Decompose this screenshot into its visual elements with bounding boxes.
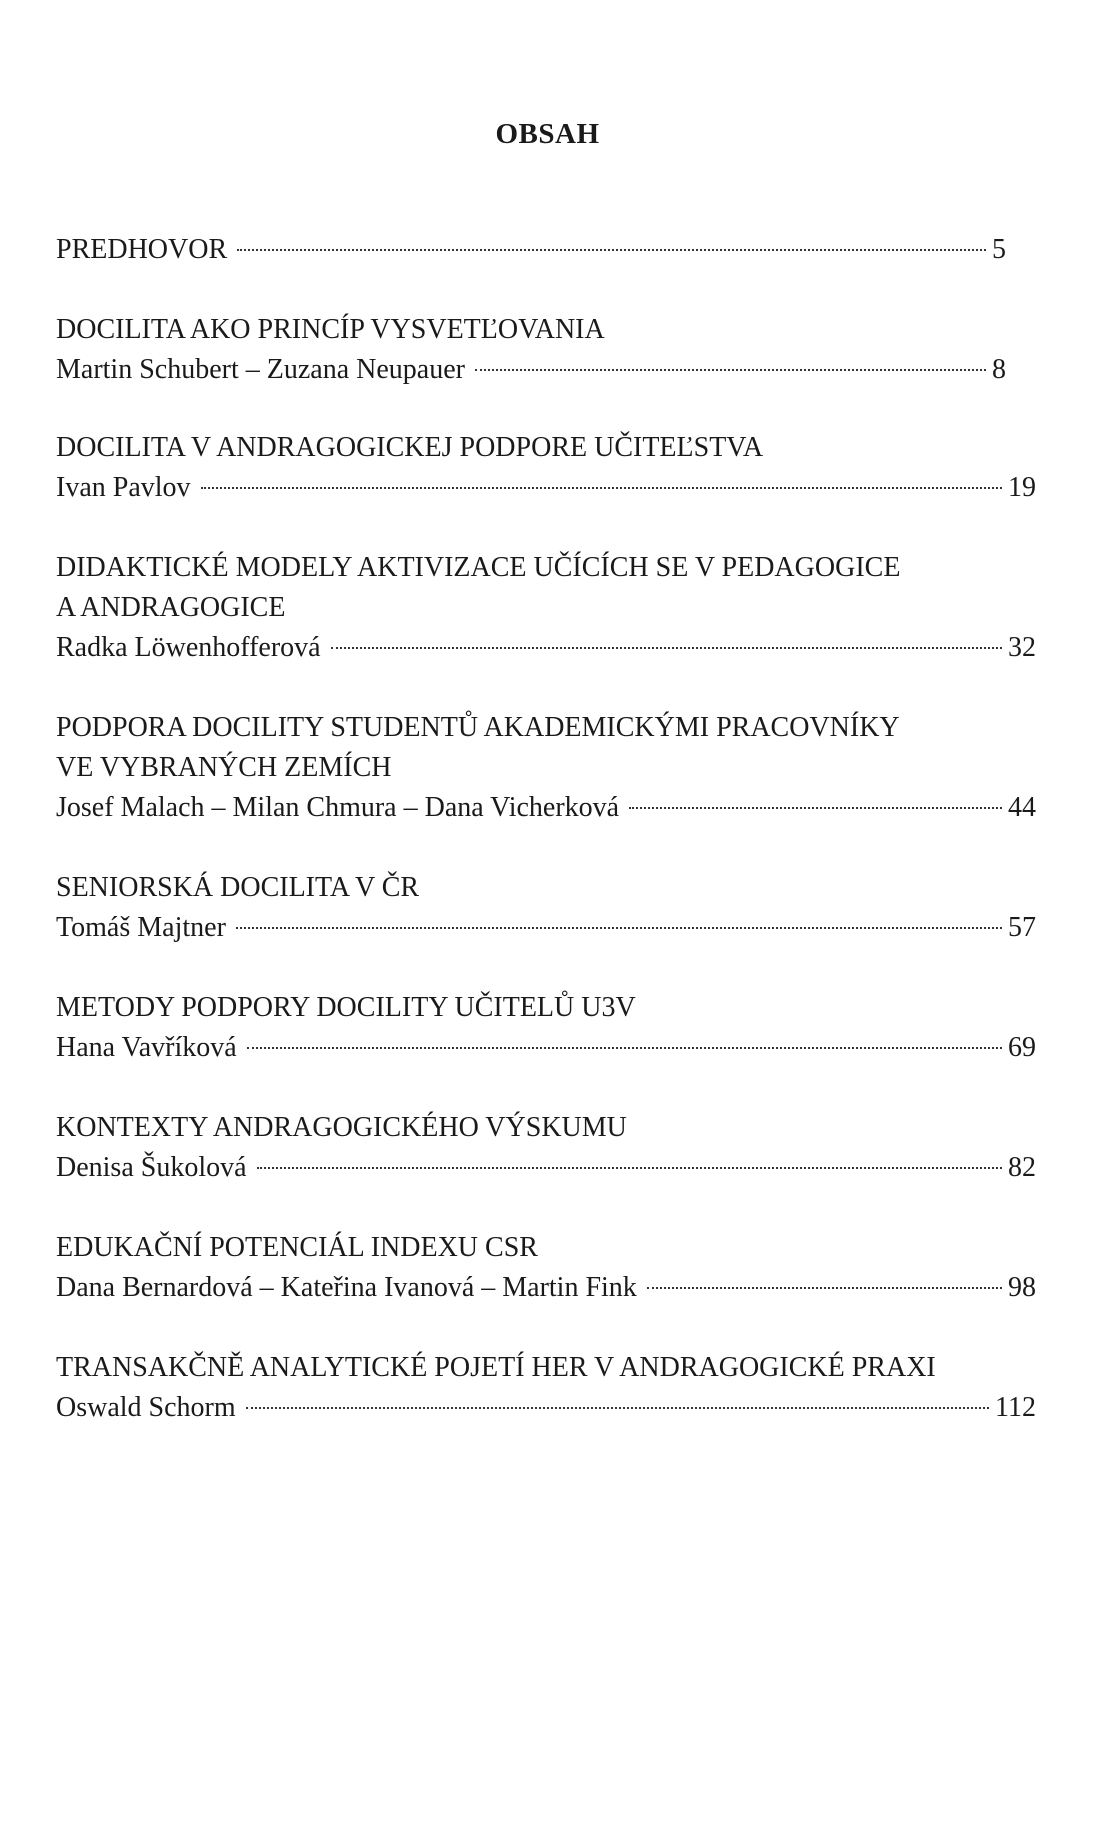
- toc-entry: [56, 868, 1036, 948]
- toc-author: Denisa Šukolová: [56, 1152, 247, 1183]
- toc-leader-line: [56, 1028, 1036, 1068]
- toc-page-number: 69: [1008, 1032, 1036, 1063]
- toc-page-number: 5: [992, 234, 1006, 265]
- toc-leader-line: [56, 628, 1036, 668]
- dot-leader: [257, 1167, 1002, 1169]
- toc-author: Tomáš Majtner: [56, 912, 226, 943]
- toc-leader-line: [56, 1388, 1036, 1428]
- dot-leader: [247, 1047, 1002, 1049]
- toc-chapter-title: TRANSAKČNĚ ANALYTICKÉ POJETÍ HER V ANDRAGOGICKÉ PRAXI: [56, 1352, 936, 1383]
- dot-leader: [237, 249, 986, 251]
- toc-page-number: 112: [995, 1392, 1036, 1423]
- toc-author: Oswald Schorm: [56, 1392, 236, 1423]
- dot-leader: [475, 369, 986, 371]
- toc-page-number: 32: [1008, 632, 1036, 663]
- toc-page-number: 98: [1008, 1272, 1036, 1303]
- toc-chapter-title-continued: A ANDRAGOGICE: [56, 592, 286, 623]
- toc-label: PREDHOVOR: [56, 234, 228, 265]
- toc-author: Josef Malach – Milan Chmura – Dana Vicherková: [56, 792, 620, 823]
- toc-entry: [56, 1348, 1036, 1428]
- dot-leader: [236, 927, 1002, 929]
- toc-author: Radka Löwenhofferová: [56, 632, 321, 663]
- dot-leader: [629, 807, 1002, 809]
- toc-page-number: 8: [992, 354, 1006, 385]
- toc-entry: [56, 988, 1036, 1068]
- toc-chapter-title: SENIORSKÁ DOCILITA V ČR: [56, 872, 420, 903]
- toc-chapter-title: PODPORA DOCILITY STUDENTŮ AKADEMICKÝMI PRACOVNÍKY: [56, 712, 900, 743]
- toc-entry: [56, 1228, 1036, 1308]
- toc-author: Martin Schubert – Zuzana Neupauer: [56, 354, 465, 385]
- toc-author: Hana Vavříková: [56, 1032, 237, 1063]
- toc-chapter-title: DOCILITA AKO PRINCÍP VYSVETĽOVANIA: [56, 314, 605, 345]
- toc-entry: [56, 428, 1036, 508]
- toc-author: Dana Bernardová – Kateřina Ivanová – Martin Fink: [56, 1272, 637, 1303]
- toc-entry: [56, 310, 1006, 390]
- toc-chapter-title: METODY PODPORY DOCILITY UČITELŮ U3V: [56, 992, 636, 1023]
- dot-leader: [331, 647, 1002, 649]
- toc-leader-line: [56, 1148, 1036, 1188]
- page-title: OBSAH: [495, 118, 600, 150]
- toc-chapter-title: KONTEXTY ANDRAGOGICKÉHO VÝSKUMU: [56, 1112, 627, 1143]
- toc-entry-preface: [56, 230, 1006, 270]
- toc-leader-line: [56, 230, 1006, 270]
- toc-entry: [56, 708, 1036, 828]
- dot-leader: [647, 1287, 1002, 1289]
- dot-leader: [201, 487, 1002, 489]
- toc-author: Ivan Pavlov: [56, 472, 191, 503]
- toc-chapter-title: DOCILITA V ANDRAGOGICKEJ PODPORE UČITEĽSTVA: [56, 432, 764, 463]
- toc-page-number: 19: [1008, 472, 1036, 503]
- toc-page-number: 44: [1008, 792, 1036, 823]
- toc-leader-line: [56, 350, 1006, 390]
- toc-chapter-title: DIDAKTICKÉ MODELY AKTIVIZACE UČÍCÍCH SE V PEDAGOGICE: [56, 552, 901, 583]
- toc-entry: [56, 548, 1036, 668]
- toc-page-number: 57: [1008, 912, 1036, 943]
- toc-page-number: 82: [1008, 1152, 1036, 1183]
- toc-leader-line: [56, 788, 1036, 828]
- toc-leader-line: [56, 1268, 1036, 1308]
- toc-chapter-title-continued: VE VYBRANÝCH ZEMÍCH: [56, 752, 392, 783]
- toc-leader-line: [56, 468, 1036, 508]
- toc-entry: [56, 1108, 1036, 1188]
- dot-leader: [246, 1407, 989, 1409]
- toc-leader-line: [56, 908, 1036, 948]
- toc-chapter-title: EDUKAČNÍ POTENCIÁL INDEXU CSR: [56, 1232, 538, 1263]
